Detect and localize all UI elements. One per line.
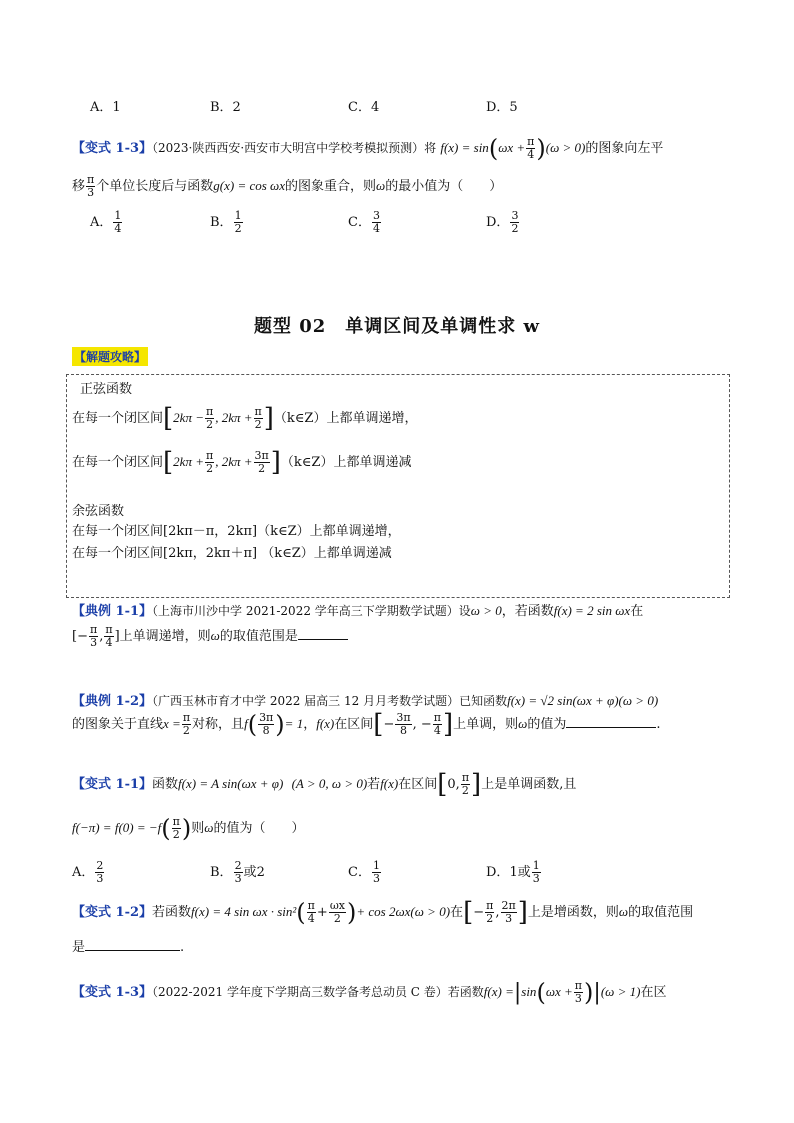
variant-1-3b-line1: 【变式 1-3】（2022-2021 学年度下学期高三数学备考总动员 C 卷）若函数f(x) =|sin(ωx + $\frac{\pi}{3}$ )|(ω > 1)在区	[72, 978, 667, 1007]
math-cond: (ω > 0)	[545, 140, 586, 155]
example-1-1-line1: 【典例 1-1】（上海市川沙中学 2021-2022 学年高三下学期数学试题）设ω > 0，若函数f(x) = 2 sin ωx在	[72, 603, 644, 619]
math-g: g(x) = cos ωx	[213, 178, 285, 193]
omega-symbol: ω	[376, 178, 386, 193]
variant-1-1-line2: f(−π) = f(0) = −f( $\frac{\pi}{2}$ )则ω的值为（ ）	[72, 814, 305, 843]
math-inner: ωx +	[498, 140, 526, 155]
example-1-2-line2: 的图象关于直线x = $\frac{\pi}{2}$ 对称，且f( $\frac{3\pi}{8}$ )= 1，f(x)在区间[− $\frac{3\pi}{8}$ , − $\frac{\pi}{4}$ ]上单调，则ω的值为 .	[72, 709, 661, 740]
question-tag: 【变式 1-3】	[72, 141, 153, 156]
answer-blank	[85, 950, 180, 951]
frac-num: π	[527, 135, 535, 148]
cos-title: 余弦函数	[72, 504, 125, 519]
option-c: C． $\frac{3}{4}$	[348, 209, 380, 235]
question-text: 的最小值为（ ）	[385, 179, 503, 194]
option-d-top: D．5	[486, 100, 518, 115]
question-text: 个单位长度后与函数	[96, 179, 214, 194]
variant-1-2-line1: 【变式 1-2】若函数f(x) = 4 sin ωx · sin²( $\frac{\pi}{4}$ + $\frac{\omega x}{2}$ )+ cos 2ωx(ω > 0)在[− $\frac{\pi}{2}$ , $\frac{2\pi}{3}$ ]上是增函数，则ω的取值范围	[72, 897, 694, 928]
sine-title: 正弦函数	[80, 382, 133, 397]
variant-1-1-option-a: A． $\frac{2}{3}$	[72, 859, 104, 885]
variant-1-1-line1: 【变式 1-1】函数f(x) = A sin(ωx + φ) (A > 0, ω > 0)若f(x)在区间[0, $\frac{\pi}{2}$ ]上是单调函数,且	[72, 769, 577, 800]
strategy-badge: 【解题攻略】	[72, 347, 148, 366]
sine-line-2: 在每一个闭区间[2kπ + $\frac{\pi}{2}$ , 2kπ + $\frac{3\pi}{2}$ ]（k∈Z）上都单调递减	[72, 447, 412, 478]
example-1-1-line2: [− $\frac{\pi}{3}$ , $\frac{\pi}{4}$ ]上单调递增，则ω的取值范围是	[72, 624, 348, 649]
answer-blank	[566, 727, 656, 728]
variant-1-1-option-b: B． $\frac{2}{3}$ 或2	[210, 859, 265, 885]
variant-1-1-option-c: C． $\frac{1}{3}$	[348, 859, 380, 885]
question-text: 的图象重合，则	[285, 179, 377, 194]
variant-1-1-option-d: D．1或 $\frac{1}{3}$	[486, 859, 540, 885]
question-variant-1-3a-line2	[72, 174, 502, 199]
example-1-2-line1: 【典例 1-2】（广西玉林市育才中学 2022 届高三 12 月月考数学试题）已知函数f(x) = √2 sin(ωx + φ)(ω > 0)	[72, 693, 659, 709]
question-source: （2023·陕西西安·西安市大明宫中学校考模拟预测）将	[152, 141, 437, 155]
frac-den: 4	[527, 148, 535, 161]
math-func: f(x) = sin	[440, 140, 489, 155]
question-text: 移	[72, 179, 86, 194]
question-variant-1-3a-line1: 【变式 1-3】（2023·陕西西安·西安市大明宫中学校考模拟预测）将 f(x) = sin(ωx + $\frac{\pi}{4}$ )(ω > 0)的图象向左平	[72, 134, 664, 163]
option-d: D． $\frac{3}{2}$	[486, 209, 519, 235]
option-c-top: C．4	[348, 100, 380, 115]
option-b: B． $\frac{1}{2}$	[210, 209, 242, 235]
option-a-top: A．1	[90, 100, 121, 115]
option-b-top: B．2	[210, 100, 241, 115]
frac-num: π	[87, 173, 95, 186]
cos-line-1: 在每一个闭区间[2kπ－π，2kπ]（k∈Z）上都单调递增，	[72, 524, 401, 539]
question-text: 的图象向左平	[585, 141, 664, 156]
cos-line-2: 在每一个闭区间[2kπ，2kπ＋π] （k∈Z）上都单调递减	[72, 546, 392, 561]
sine-line-1: 在每一个闭区间[2kπ − $\frac{\pi}{2}$ , 2kπ + $\frac{\pi}{2}$ ]（k∈Z）上都单调递增，	[72, 403, 418, 434]
section-heading: 题型 02 单调区间及单调性求 w	[253, 316, 541, 337]
answer-blank	[298, 639, 348, 640]
frac-den: 3	[87, 186, 95, 199]
option-a: A． $\frac{1}{4}$	[90, 209, 122, 235]
variant-1-2-line2: 是 .	[72, 940, 185, 955]
